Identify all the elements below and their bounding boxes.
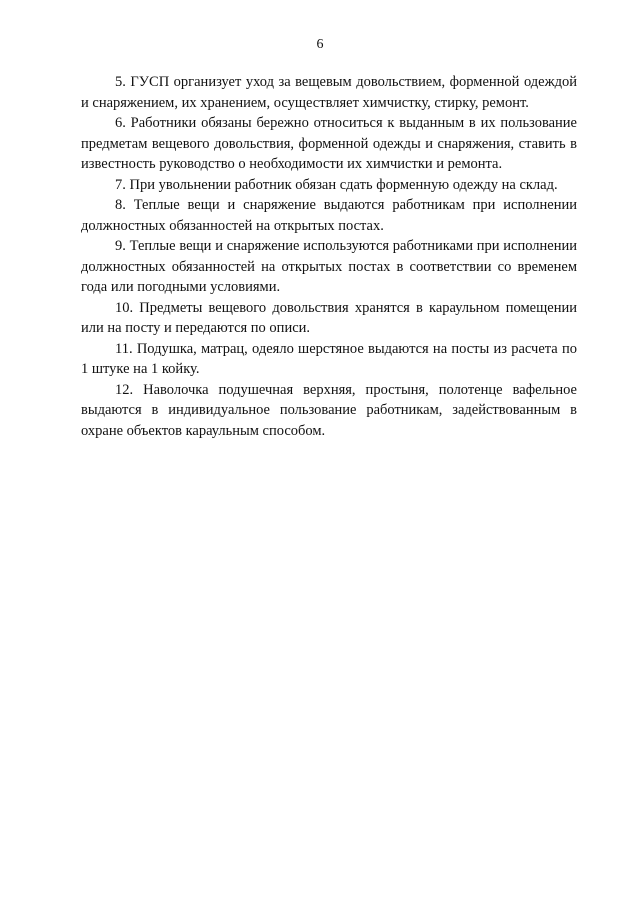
paragraph-8: 8. Теплые вещи и снаряжение выдаются работникам при исполнении должностных обязанностей на открытых постах. xyxy=(81,197,577,234)
paragraph-6: 6. Работники обязаны бережно относиться к выданным в их пользование предметам вещевого довольствия, форменной одежды и снаряжения, ставить в известность руководство о необходимости их химчистки и ремонта. xyxy=(81,115,577,172)
document-body xyxy=(81,72,577,441)
paragraph-12: 12. Наволочка подушечная верхняя, простыня, полотенце вафельное выдаются в индивидуальное пользование работникам, задействованным в охране объектов караульным способом. xyxy=(81,381,577,439)
paragraph-5: 5. ГУСП организует уход за вещевым довольствием, форменной одеждой и снаряжением, их хранением, осуществляет химчистку, стирку, ремонт. xyxy=(81,74,577,111)
paragraph-11: 11. Подушка, матрац, одеяло шерстяное выдаются на посты из расчета по 1 штуке на 1 койку. xyxy=(81,340,577,377)
paragraph-9: 9. Теплые вещи и снаряжение используются работниками при исполнении должностных обязанностей на открытых постах в соответствии со временем года или погодными условиями. xyxy=(81,238,577,295)
paragraph-7: 7. При увольнении работник обязан сдать форменную одежду на склад. xyxy=(115,176,558,193)
page-number: 6 xyxy=(316,37,324,52)
paragraph-10: 10. Предметы вещевого довольствия хранятся в караульном помещении или на посту и передаются по описи. xyxy=(81,299,577,336)
